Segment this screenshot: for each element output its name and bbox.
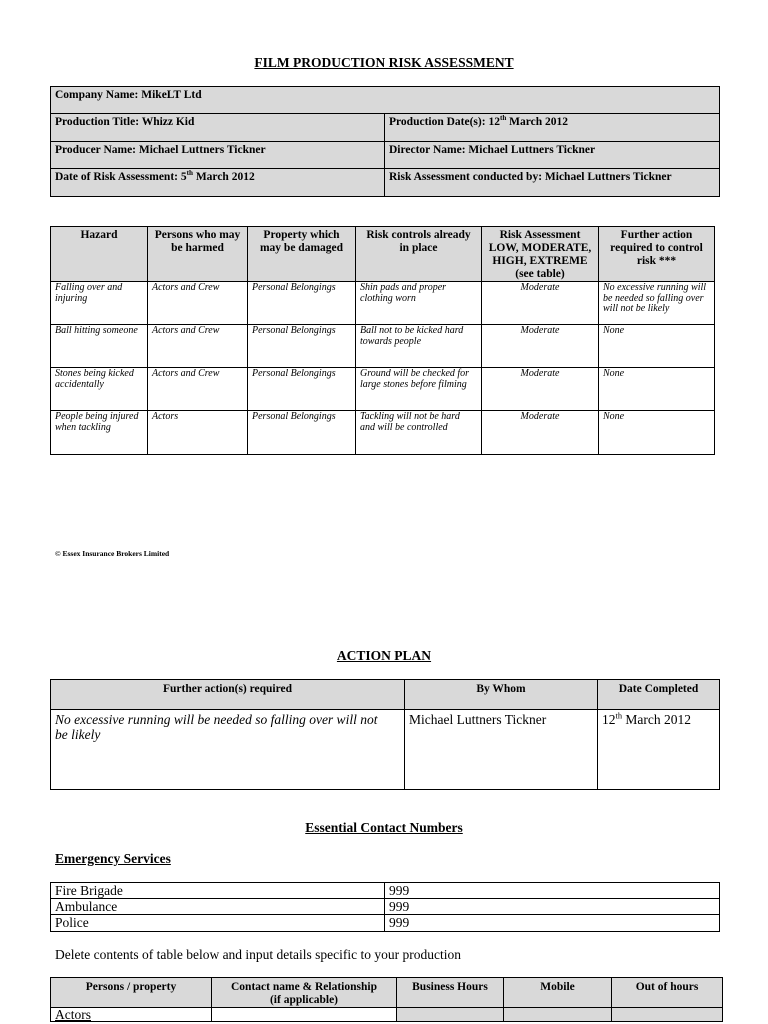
- header-business-hours: Business Hours: [397, 978, 504, 1008]
- further-action-cell: None: [599, 411, 715, 455]
- hazard-cell: People being injured when tackling: [51, 411, 148, 455]
- service-number-cell: 999: [385, 883, 720, 899]
- assessment-date-cell: [51, 169, 385, 197]
- copyright-footer: © Essex Insurance Brokers Limited: [55, 549, 170, 558]
- header-date-completed: Date Completed: [598, 680, 720, 710]
- producer-name-cell: Producer Name: Michael Luttners Tickner: [51, 142, 385, 169]
- assessment-date-month: March 2012: [192, 171, 255, 183]
- conducted-by-cell: Risk Assessment conducted by: Michael Luttners Tickner: [385, 169, 720, 197]
- table-row: [51, 368, 715, 411]
- production-title-cell: Production Title: Whizz Kid: [51, 114, 385, 142]
- page-title: FILM PRODUCTION RISK ASSESSMENT: [254, 55, 514, 70]
- header-further-actions-required: Further action(s) required: [51, 680, 405, 710]
- service-name-cell: Police: [51, 915, 385, 932]
- header-persons-harmed: Persons who may be harmed: [148, 227, 248, 282]
- ordinal-suffix: th: [186, 169, 193, 178]
- service-name-cell: Ambulance: [51, 899, 385, 915]
- mobile-cell: [504, 1008, 612, 1022]
- table-row: [51, 114, 720, 142]
- persons-property-cell: [51, 1008, 212, 1022]
- production-dates-month: March 2012: [506, 116, 569, 128]
- action-plan-header-row: [51, 680, 720, 710]
- action-plan-table: [50, 679, 720, 790]
- table-row: [51, 87, 720, 114]
- property-cell: Personal Belongings: [248, 368, 356, 411]
- business-hours-cell: [397, 1008, 504, 1022]
- table-row: [51, 915, 720, 932]
- controls-cell: Shin pads and proper clothing worn: [356, 282, 482, 325]
- header-out-of-hours: Out of hours: [612, 978, 723, 1008]
- assessment-date-text: Date of Risk Assessment: 5: [55, 171, 187, 183]
- header-contact-name: Contact name & Relationship (if applicable): [212, 978, 397, 1008]
- instruction-text: Delete contents of table below and input details specific to your production: [55, 947, 462, 962]
- controls-cell: Tackling will not be hard and will be controlled: [356, 411, 482, 455]
- header-property-damaged: Property which may be damaged: [248, 227, 356, 282]
- controls-cell: Ball not to be kicked hard towards people: [356, 325, 482, 368]
- contact-name-cell: [212, 1008, 397, 1022]
- emergency-services-table: [50, 882, 720, 932]
- table-row: [51, 1008, 723, 1022]
- table-row: [51, 899, 720, 915]
- ordinal-suffix: th: [615, 711, 623, 721]
- header-persons-property: Persons / property: [51, 978, 212, 1008]
- property-cell: Personal Belongings: [248, 282, 356, 325]
- date-day: 12: [602, 712, 616, 727]
- date-completed-cell: [598, 710, 720, 790]
- director-name-cell: Director Name: Michael Luttners Tickner: [385, 142, 720, 169]
- table-row: [51, 142, 720, 169]
- by-whom-cell: Michael Luttners Tickner: [405, 710, 598, 790]
- hazard-cell: Falling over and injuring: [51, 282, 148, 325]
- date-month-year: March 2012: [622, 712, 691, 727]
- contacts-table: [50, 977, 723, 1022]
- service-name-cell: Fire Brigade: [51, 883, 385, 899]
- production-dates-text: Production Date(s): 12: [389, 116, 500, 128]
- company-name-cell: Company Name: MikeLT Ltd: [51, 87, 720, 114]
- contacts-header-row: [51, 978, 723, 1008]
- emergency-services-heading: Emergency Services: [55, 851, 171, 866]
- service-number-cell: 999: [385, 915, 720, 932]
- risk-level-cell: Moderate: [482, 411, 599, 455]
- action-plan-heading: ACTION PLAN: [336, 648, 432, 663]
- persons-cell: Actors and Crew: [148, 368, 248, 411]
- table-row: [51, 169, 720, 197]
- header-mobile: Mobile: [504, 978, 612, 1008]
- risk-level-cell: Moderate: [482, 325, 599, 368]
- persons-cell: Actors: [148, 411, 248, 455]
- header-further-action: Further action required to control risk ***: [599, 227, 715, 282]
- project-details-table: [50, 86, 720, 197]
- property-cell: Personal Belongings: [248, 325, 356, 368]
- table-row: [51, 411, 715, 455]
- property-cell: Personal Belongings: [248, 411, 356, 455]
- out-of-hours-cell: [612, 1008, 723, 1022]
- hazard-table: [50, 226, 715, 455]
- hazard-cell: Stones being kicked accidentally: [51, 368, 148, 411]
- controls-cell: Ground will be checked for large stones before filming: [356, 368, 482, 411]
- table-row: [51, 710, 720, 790]
- table-row: [51, 883, 720, 899]
- service-number-cell: 999: [385, 899, 720, 915]
- production-dates-cell: [385, 114, 720, 142]
- action-required-cell: No excessive running will be needed so falling over will not be likely: [51, 710, 405, 790]
- contacts-heading: Essential Contact Numbers: [305, 820, 463, 835]
- header-hazard: Hazard: [51, 227, 148, 282]
- hazard-header-row: [51, 227, 715, 282]
- header-risk-assessment: Risk Assessment LOW, MODERATE, HIGH, EXTREME (see table): [482, 227, 599, 282]
- header-risk-controls: Risk controls already in place: [356, 227, 482, 282]
- table-row: [51, 325, 715, 368]
- further-action-cell: None: [599, 368, 715, 411]
- persons-cell: Actors and Crew: [148, 325, 248, 368]
- further-action-cell: No excessive running will be needed so falling over will not be likely: [599, 282, 715, 325]
- header-by-whom: By Whom: [405, 680, 598, 710]
- table-row: [51, 282, 715, 325]
- ordinal-suffix: th: [499, 114, 507, 123]
- risk-level-cell: Moderate: [482, 282, 599, 325]
- further-action-cell: None: [599, 325, 715, 368]
- risk-level-cell: Moderate: [482, 368, 599, 411]
- hazard-cell: Ball hitting someone: [51, 325, 148, 368]
- persons-property-text: Actors: [55, 1007, 91, 1022]
- persons-cell: Actors and Crew: [148, 282, 248, 325]
